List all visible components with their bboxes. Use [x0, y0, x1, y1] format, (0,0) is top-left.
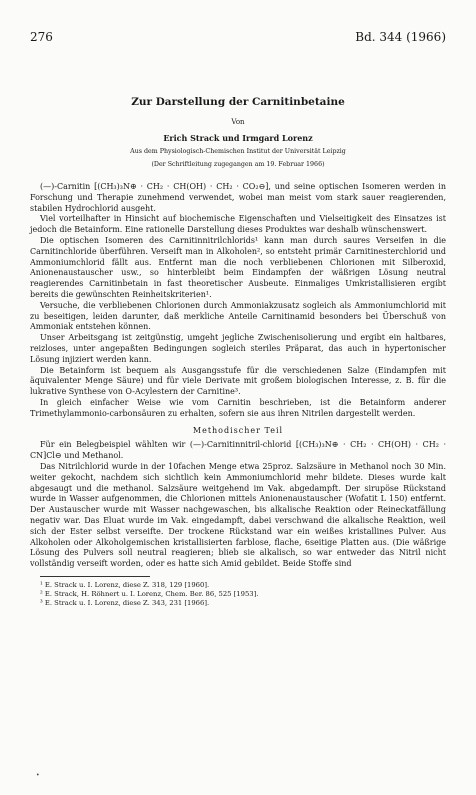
paragraph: Unser Arbeitsgang ist zeitgünstig, umgeht jegliche Zwischenisolierung und ergibt ein haltbares, reizloses, unter angepaßten Bedingungen sogleich steriles Präparat, das auch in hypertonischer Lösung injiziert werden kann.: [30, 333, 446, 364]
received-date: (Der Schriftleitung zugegangen am 19. Februar 1966): [151, 161, 325, 168]
byline-von: Von: [231, 118, 245, 126]
paragraph: Die Betainform ist bequem als Ausgangsstufe für die verschiedenen Salze (Eindampfen mit äquivalenter Menge Säure) und für viele Derivate mit großem biologischen Interesse, z. B. für die lukrative Synthese von O-Acylestern der Carnitine³.: [30, 365, 446, 397]
running-header: [30, 30, 446, 44]
paragraph: Die optischen Isomeren des Carnitinnitrilchlorids¹ kann man durch saures Verseifen in die Carnitinchloride überführen. Verseift man in Alkoholen², so entsteht primär Carnitinesterchlorid und Ammoniumchlorid fällt aus. Entfernt man die noch verbliebenen Chlorionen mit Silberoxid, Anionenaustauscher usw., so hinterbleibt beim Eindampfen der wäßrigen Lösung neutral reagierendes Carnitinbetain in fast theoretischer Ausbeute. Einmaliges Umkristallisieren ergibt bereits die gewünschten Reinheitskriterien¹.: [30, 235, 446, 299]
page-number: 276: [30, 30, 53, 44]
bottom-mark: •: [36, 772, 40, 779]
institution: Aus dem Physiologisch-Chemischen Institut der Universität Leipzig: [130, 148, 346, 155]
page: [30, 30, 446, 608]
paragraph: Versuche, die verbliebenen Chlorionen durch Ammoniakzusatz sogleich als Ammoniumchlorid mit zu beseitigen, leiden darunter, daß merkliche Anteile Carnitinamid besonders bei Überschuß von Ammoniak entstehen können.: [30, 300, 446, 332]
footnote: ³ E. Strack u. I. Lorenz, diese Z. 343, 231 [1966].: [40, 598, 210, 607]
footnote: ¹ E. Strack u. I. Lorenz, diese Z. 318, 129 [1960].: [40, 580, 210, 589]
article-authors: Erich Strack und Irmgard Lorenz: [163, 133, 313, 143]
paragraph: In gleich einfacher Weise wie vom Carnitin beschrieben, ist die Betainform anderer Trimethylammonio-carbonsäuren zu erhalten, sofern sie aus ihren Nitrilen dargestellt werden.: [30, 397, 446, 418]
article-title: Zur Darstellung der Carnitinbetaine: [131, 96, 345, 108]
article-body: [30, 182, 446, 570]
paragraph: (—)-Carnitin [(CH₃)₃N⊕ · CH₂ · CH(OH) · CH₂ · CO₂⊖], und seine optischen Isomeren werden in Forschung und Therapie zunehmend verwendet, wobei man meist vom stark sauer reagierenden, stabilen Hydrochlorid ausgeht.: [30, 182, 446, 213]
paragraph: Viel vorteilhafter in Hinsicht auf biochemische Eigenschaften und Vielseitigkeit des Einsatzes ist jedoch die Betainform. Eine rationelle Darstellung dieses Produktes war deshalb wünschenswert.: [30, 214, 446, 235]
method-paragraph: Das Nitrilchlorid wurde in der 10fachen Menge etwa 25proz. Salzsäure in Methanol noch 30 Min. weiter gekocht, nachdem sich sichtlich kein Ammoniumchlorid mehr bildete. Dieses wurde kalt abgesaugt und die methanol. Salzsäure weitgehend im Vak. abgedampft. Der sirupöse Rückstand wurde in Wasser aufgenommen, die Chlorionen mittels Anionenaustauscher (Wofatit L 150) entfernt. Der Austauscher wurde mit Wasser nachgewaschen, bis alkalische Reaktion oder Reineckatfällung negativ war. Das Eluat wurde im Vak. eingedampft, dabei verschwand die alkalische Reaktion, weil sich der Ester selbst verseifte. Der trockene Rückstand war ein weißes kristallines Pulver. Aus Alkoholen oder Alkoholgemischen kristallisierten farblose, flache, 6seitige Platten aus. (Die wäßrige Lösung des Pulvers soll neutral reagieren; blieb sie alkalisch, so war entweder das Nitril nicht vollständig verseift worden, oder es hatte sich Amid gebildet. Beide Stoffe sind: [30, 461, 446, 569]
journal-reference: Bd. 344 (1966): [355, 30, 446, 44]
method-paragraph: Für ein Belegbeispiel wählten wir (—)-Carnitinnitril-chlorid [(CH₃)₃N⊕ · CH₂ · CH(OH) · CH₂ · CN]Cl⊖ und Methanol.: [30, 440, 446, 461]
footnote-divider: [40, 576, 150, 577]
footnote: ² E. Strack, H. Röhnert u. I. Lorenz, Chem. Ber. 86, 525 [1953].: [40, 589, 259, 598]
section-heading: Methodischer Teil: [192, 425, 284, 435]
